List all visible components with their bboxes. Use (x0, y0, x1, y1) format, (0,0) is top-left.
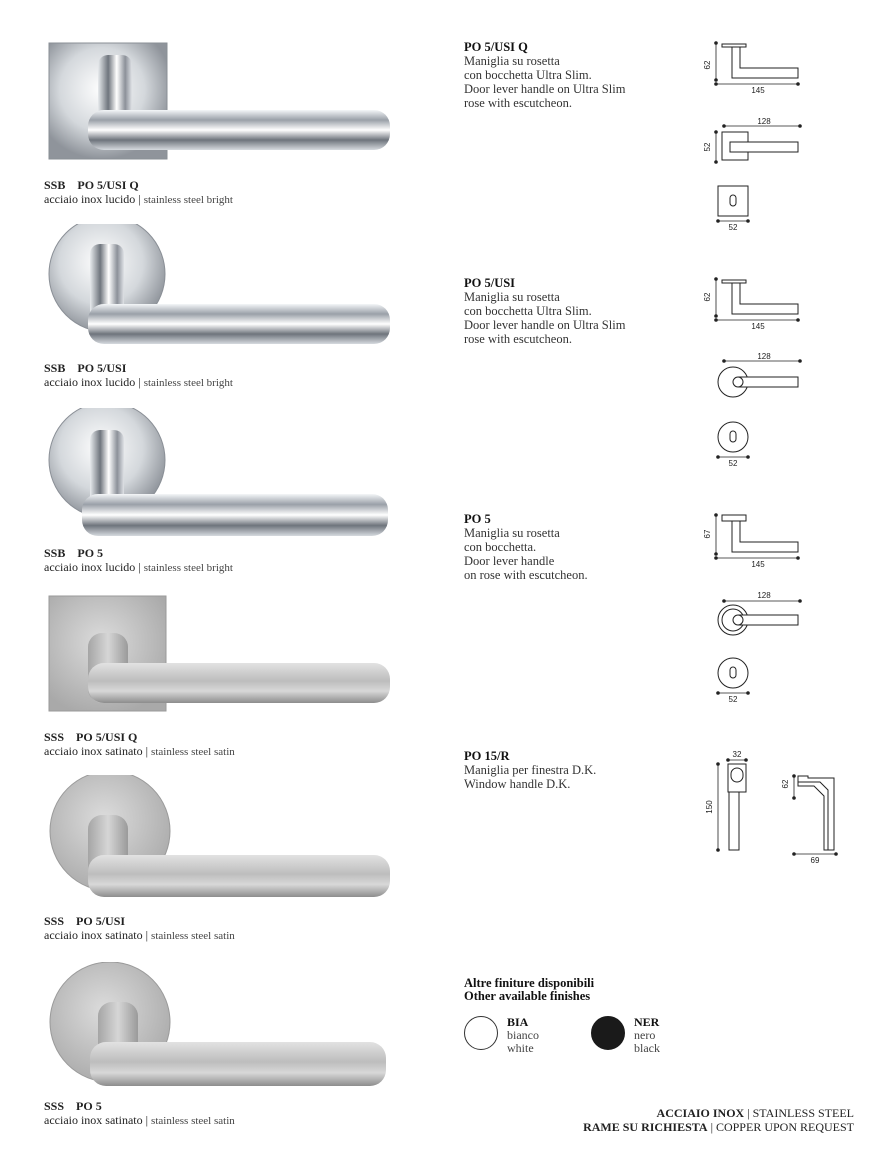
drawing-po15-r-side (774, 770, 844, 866)
finish-item-it: bianco (507, 1028, 539, 1042)
dim-length: 69 (810, 856, 820, 865)
finishes-title-en: Other available finishes (464, 989, 591, 1003)
product-caption: SSB PO 5/USI Q acciaio inox lucido | stainless steel bright (44, 178, 233, 206)
product-caption: SSS PO 5 acciaio inox satinato | stainless steel satin (44, 1099, 235, 1127)
finish-en: stainless steel bright (143, 377, 233, 389)
product-caption: SSB PO 5 acciaio inox lucido | stainless steel bright (44, 546, 233, 574)
dim-height: 67 (703, 529, 712, 539)
description-po5-usi (464, 276, 625, 346)
handle-photo-ssb-po5-usi (40, 224, 400, 349)
finish-code: SSS (44, 1099, 65, 1113)
model-code: PO 5/USI Q (76, 730, 138, 744)
description-line: con bocchetta. (464, 540, 537, 554)
finish-code: SSS (44, 730, 65, 744)
swatch-black (591, 1016, 625, 1050)
description-line: Maniglia su rosetta (464, 526, 560, 540)
finishes-title-it: Altre finiture disponibili (464, 976, 595, 990)
description-line: on rose with escutcheon. (464, 568, 588, 582)
drawing-po15-r-front (700, 746, 760, 856)
dim-depth: 62 (781, 779, 790, 789)
finish-item-bia (507, 1016, 539, 1055)
dim-projection: 128 (757, 591, 771, 600)
finish-item-code: BIA (507, 1015, 529, 1029)
footer-line-1: ACCIAIO INOX | STAINLESS STEEL (656, 1106, 854, 1120)
dim-height: 62 (703, 60, 712, 70)
handle-photo-ssb-po5-usi-q (40, 40, 400, 165)
drawing-po5-usi-side (700, 274, 810, 332)
description-title: PO 5/USI Q (464, 40, 528, 54)
finish-it: acciaio inox satinato (44, 928, 143, 942)
drawing-po5-usi-q-rose (712, 184, 756, 234)
description-line: Window handle D.K. (464, 777, 571, 791)
finish-code: SSB (44, 178, 66, 192)
swatch-white (464, 1016, 498, 1050)
footer (583, 1106, 854, 1134)
finish-item-it: nero (634, 1028, 656, 1042)
drawing-po5-usi-top (700, 350, 810, 400)
finish-code: SSB (44, 361, 66, 375)
finish-it: acciaio inox satinato (44, 744, 143, 758)
finish-en: stainless steel satin (151, 930, 235, 942)
finish-item-ner (634, 1016, 660, 1055)
description-line: Door lever handle on Ultra Slim (464, 318, 626, 332)
handle-photo-ssb-po5 (40, 408, 400, 543)
drawing-po5-usi-q-top (700, 114, 810, 164)
footer-line-2: RAME SU RICHIESTA | COPPER UPON REQUEST (583, 1120, 854, 1134)
finish-it: acciaio inox lucido (44, 560, 136, 574)
description-title: PO 15/R (464, 749, 510, 763)
model-code: PO 5 (77, 546, 104, 560)
dim-rose-width: 52 (728, 695, 738, 704)
finish-item-code: NER (634, 1015, 660, 1029)
product-caption: SSS PO 5/USI acciaio inox satinato | stainless steel satin (44, 914, 235, 942)
dim-width: 32 (732, 750, 742, 759)
finish-en: stainless steel satin (151, 1115, 235, 1127)
description-line: Door lever handle (464, 554, 555, 568)
handle-photo-sss-po5-usi-q (40, 593, 400, 718)
finish-item-en: white (507, 1041, 534, 1055)
dim-length: 145 (751, 560, 765, 569)
finish-en: stainless steel bright (143, 194, 233, 206)
description-po5-usi-q (464, 40, 625, 110)
description-line: Maniglia per finestra D.K. (464, 763, 597, 777)
dim-rose-width: 52 (728, 223, 738, 232)
finish-code: SSB (44, 546, 66, 560)
dim-projection: 128 (757, 352, 771, 361)
model-code: PO 5/USI (76, 914, 126, 928)
description-line: con bocchetta Ultra Slim. (464, 68, 592, 82)
dim-height: 150 (705, 800, 714, 814)
description-po15-r (464, 749, 596, 791)
drawing-po5-usi-rose (712, 420, 756, 470)
product-caption: SSB PO 5/USI acciaio inox lucido | stainless steel bright (44, 361, 233, 389)
handle-photo-sss-po5-usi (40, 775, 400, 905)
product-caption: SSS PO 5/USI Q acciaio inox satinato | stainless steel satin (44, 730, 235, 758)
finish-item-en: black (634, 1041, 660, 1055)
description-line: rose with escutcheon. (464, 96, 572, 110)
finish-en: stainless steel bright (143, 562, 233, 574)
description-title: PO 5 (464, 512, 491, 526)
model-code: PO 5 (76, 1099, 102, 1113)
finishes-title (464, 977, 594, 1003)
model-code: PO 5/USI Q (77, 178, 139, 192)
drawing-po5-side (700, 510, 810, 570)
finish-en: stainless steel satin (151, 746, 235, 758)
model-code: PO 5/USI (77, 361, 127, 375)
description-line: Door lever handle on Ultra Slim (464, 82, 626, 96)
description-po5 (464, 512, 588, 582)
dim-rose-height: 52 (703, 142, 712, 152)
description-line: rose with escutcheon. (464, 332, 572, 346)
drawing-po5-top (700, 586, 810, 636)
dim-length: 145 (751, 86, 765, 95)
description-line: Maniglia su rosetta (464, 290, 560, 304)
description-line: Maniglia su rosetta (464, 54, 560, 68)
drawing-po5-rose (712, 656, 756, 706)
handle-photo-sss-po5 (40, 962, 400, 1092)
finish-code: SSS (44, 914, 65, 928)
dim-rose-width: 52 (728, 459, 738, 468)
dim-projection: 128 (757, 117, 771, 126)
description-line: con bocchetta Ultra Slim. (464, 304, 592, 318)
dim-length: 145 (751, 322, 765, 331)
finish-it: acciaio inox lucido (44, 375, 136, 389)
dim-height: 62 (703, 292, 712, 302)
description-title: PO 5/USI (464, 276, 516, 290)
drawing-po5-usi-q-side (700, 38, 810, 96)
finish-it: acciaio inox lucido (44, 192, 136, 206)
finish-it: acciaio inox satinato (44, 1113, 143, 1127)
